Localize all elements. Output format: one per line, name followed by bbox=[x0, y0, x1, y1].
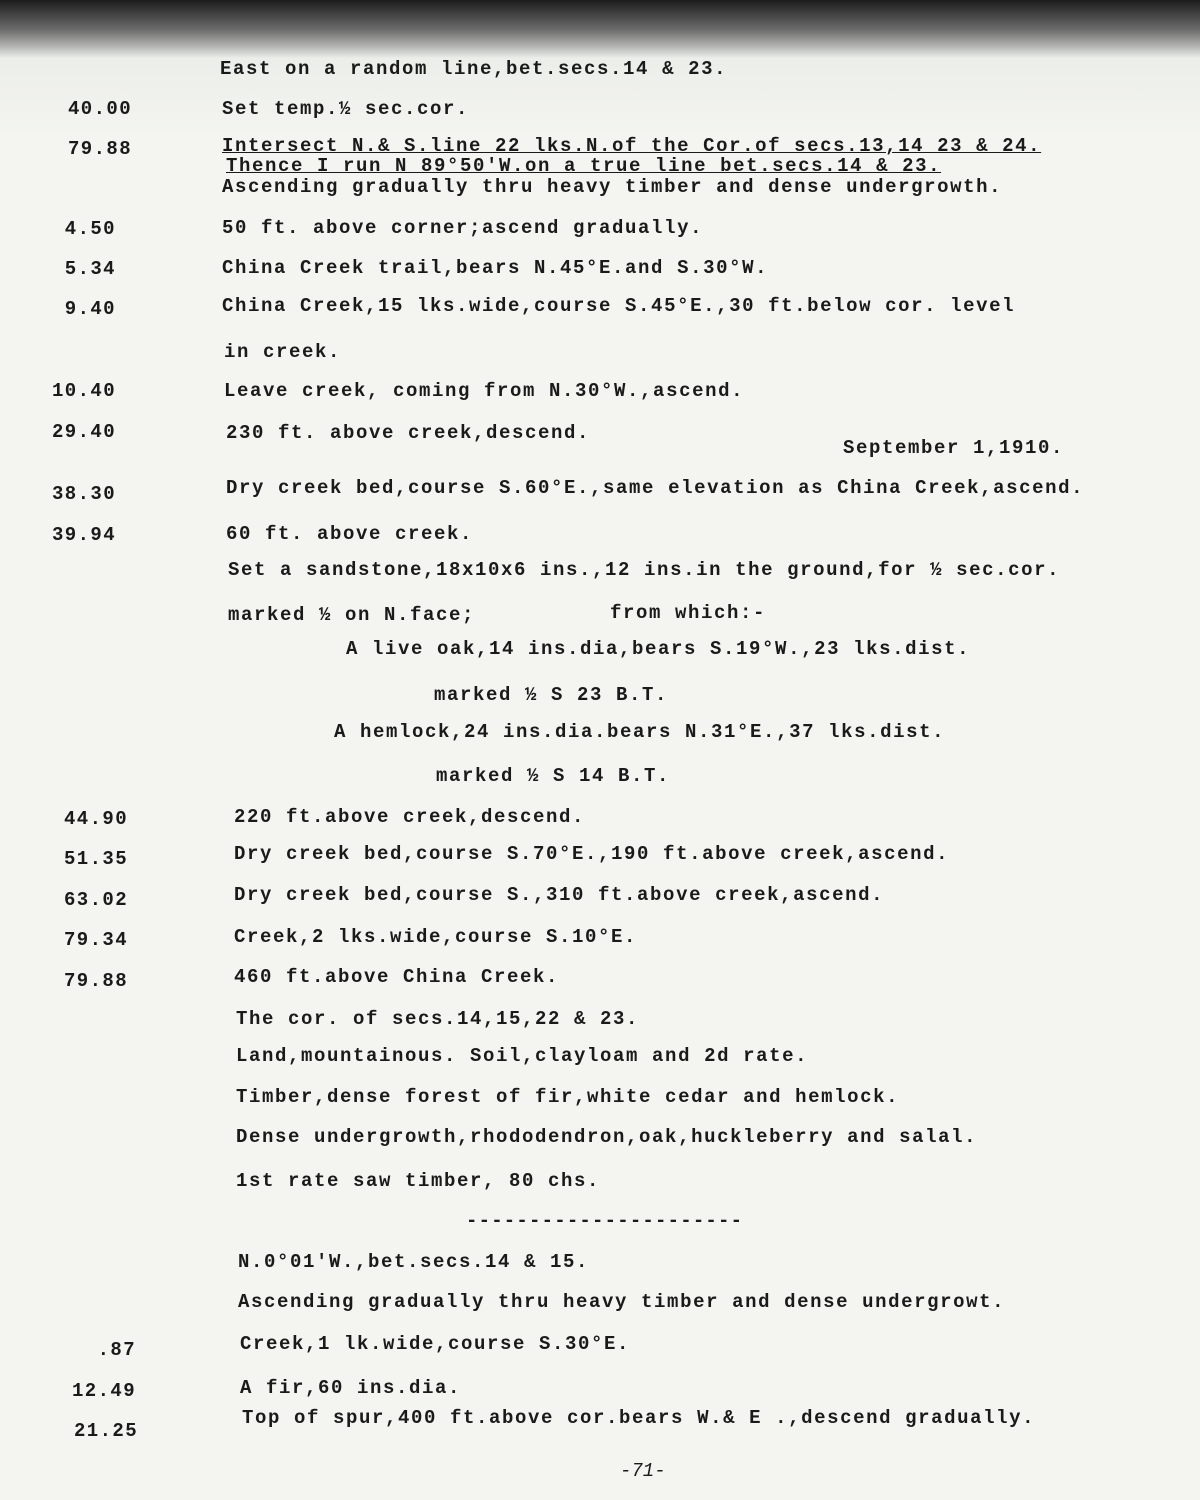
entry-text: Ascending gradually thru heavy timber and dense undergrowt. bbox=[238, 1291, 1006, 1313]
entry-text: Creek,1 lk.wide,course S.30°E. bbox=[240, 1333, 631, 1355]
entry-text: Dry creek bed,course S.60°E.,same elevation as China Creek,ascend. bbox=[226, 477, 1085, 499]
date-heading: September 1,1910. bbox=[843, 437, 1065, 459]
page-number: -71- bbox=[620, 1460, 666, 1482]
entry-text: China Creek,15 lks.wide,course S.45°E.,30 ft.below cor. level bbox=[222, 295, 1016, 317]
entry-text: Creek,2 lks.wide,course S.10°E. bbox=[234, 926, 638, 948]
station-number: 38.30 bbox=[51, 483, 116, 505]
station-number: 4.50 bbox=[64, 218, 116, 240]
entry-text: 460 ft.above China Creek. bbox=[234, 966, 560, 988]
witness-tree: A hemlock,24 ins.dia.bears N.31°E.,37 lks.dist. bbox=[334, 721, 946, 743]
station-number: 12.49 bbox=[71, 1380, 136, 1402]
station-number: 44.90 bbox=[63, 808, 128, 830]
entry-text: Set a sandstone,18x10x6 ins.,12 ins.in the ground,for ½ sec.cor. bbox=[228, 559, 1061, 581]
entry-text: Set temp.½ sec.cor. bbox=[222, 98, 470, 120]
entry-text: A fir,60 ins.dia. bbox=[240, 1377, 462, 1399]
entry-text: Land,mountainous. Soil,clayloam and 2d rate. bbox=[236, 1045, 809, 1067]
station-number: 51.35 bbox=[63, 848, 128, 870]
section-separator: ---------------------- bbox=[466, 1210, 744, 1232]
entry-text: N.0°01'W.,bet.secs.14 & 15. bbox=[238, 1251, 590, 1273]
station-number: 79.88 bbox=[67, 138, 132, 160]
station-number: 79.34 bbox=[63, 929, 128, 951]
entry-text: Thence I run N 89°50'W.on a true line bet.secs.14 & 23. bbox=[226, 155, 942, 177]
station-number: 10.40 bbox=[51, 380, 116, 402]
witness-mark: marked ½ S 14 B.T. bbox=[436, 765, 671, 787]
opening-line: East on a random line,bet.secs.14 & 23. bbox=[220, 58, 728, 80]
entry-text: Dry creek bed,course S.70°E.,190 ft.above creek,ascend. bbox=[234, 843, 950, 865]
station-number: .87 bbox=[97, 1339, 136, 1361]
entry-text: 1st rate saw timber, 80 chs. bbox=[236, 1170, 601, 1192]
witness-tree: A live oak,14 ins.dia,bears S.19°W.,23 lks.dist. bbox=[346, 638, 971, 660]
station-number: 39.94 bbox=[51, 524, 116, 546]
witness-mark: marked ½ S 23 B.T. bbox=[434, 684, 669, 706]
entry-text: 50 ft. above corner;ascend gradually. bbox=[222, 217, 704, 239]
entry-text: The cor. of secs.14,15,22 & 23. bbox=[236, 1008, 640, 1030]
entry-text: Ascending gradually thru heavy timber and dense undergrowth. bbox=[222, 176, 1003, 198]
entry-text: 60 ft. above creek. bbox=[226, 523, 474, 545]
station-number: 9.40 bbox=[64, 298, 116, 320]
entry-text: marked ½ on N.face; bbox=[228, 604, 476, 626]
station-number: 79.88 bbox=[63, 970, 128, 992]
entry-text: Top of spur,400 ft.above cor.bears W.& E .,descend gradually. bbox=[242, 1407, 1036, 1429]
station-number: 29.40 bbox=[51, 421, 116, 443]
entry-text: China Creek trail,bears N.45°E.and S.30°W. bbox=[222, 257, 769, 279]
entry-text: from which:- bbox=[610, 602, 767, 624]
entry-text: 220 ft.above creek,descend. bbox=[234, 806, 586, 828]
station-number: 21.25 bbox=[73, 1420, 138, 1442]
entry-text: Leave creek, coming from N.30°W.,ascend. bbox=[224, 380, 745, 402]
station-number: 40.00 bbox=[67, 98, 132, 120]
station-number: 63.02 bbox=[63, 889, 128, 911]
entry-text: 230 ft. above creek,descend. bbox=[226, 422, 591, 444]
scan-shadow bbox=[0, 0, 1200, 58]
entry-text: Intersect N.& S.line 22 lks.N.of the Cor.of secs.13,14 23 & 24. bbox=[222, 135, 1042, 157]
entry-text: Timber,dense forest of fir,white cedar and hemlock. bbox=[236, 1086, 900, 1108]
entry-text: Dense undergrowth,rhododendron,oak,huckleberry and salal. bbox=[236, 1126, 978, 1148]
entry-text: in creek. bbox=[224, 341, 342, 363]
entry-text: Dry creek bed,course S.,310 ft.above creek,ascend. bbox=[234, 884, 885, 906]
station-number: 5.34 bbox=[64, 258, 116, 280]
